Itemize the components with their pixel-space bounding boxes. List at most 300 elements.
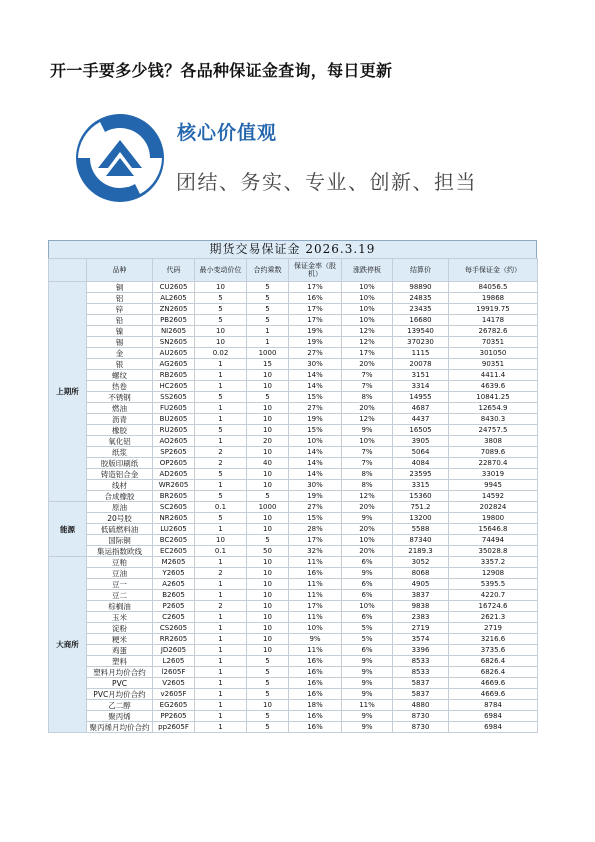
settle-price-cell: 98890 <box>393 282 449 293</box>
contract-code-cell: A2605 <box>153 579 195 590</box>
margin-per-lot-cell: 2719 <box>449 623 538 634</box>
product-name-cell: 热卷 <box>87 381 153 392</box>
settle-price-cell: 13200 <box>393 513 449 524</box>
price-limit-cell: 6% <box>342 590 393 601</box>
contract-code-cell: SC2605 <box>153 502 195 513</box>
contract-code-cell: EC2605 <box>153 546 195 557</box>
price-limit-cell: 5% <box>342 634 393 645</box>
margin-rate-cell: 14% <box>289 469 342 480</box>
margin-rate-cell: 11% <box>289 557 342 568</box>
margin-per-lot-cell: 4639.6 <box>449 381 538 392</box>
contract-code-cell: ZN2605 <box>153 304 195 315</box>
min-tick-cell: 1 <box>195 689 247 700</box>
table-row <box>49 381 538 392</box>
header-cell-7: 结算价 <box>393 259 449 282</box>
product-name-cell: 原油 <box>87 502 153 513</box>
multiplier-cell: 10 <box>247 447 289 458</box>
margin-per-lot-cell: 2621.3 <box>449 612 538 623</box>
contract-code-cell: PB2605 <box>153 315 195 326</box>
margin-per-lot-cell: 70351 <box>449 337 538 348</box>
page-title: 开一手要多少钱？各品种保证金查询，每日更新 <box>50 61 393 80</box>
margin-rate-cell: 11% <box>289 612 342 623</box>
price-limit-cell: 6% <box>342 612 393 623</box>
settle-price-cell: 16505 <box>393 425 449 436</box>
margin-per-lot-cell: 8430.3 <box>449 414 538 425</box>
price-limit-cell: 7% <box>342 458 393 469</box>
margin-per-lot-cell: 6826.4 <box>449 656 538 667</box>
min-tick-cell: 1 <box>195 579 247 590</box>
contract-code-cell: v2605F <box>153 689 195 700</box>
table-row <box>49 491 538 502</box>
margin-rate-cell: 16% <box>289 722 342 733</box>
margin-per-lot-cell: 84056.5 <box>449 282 538 293</box>
settle-price-cell: 4687 <box>393 403 449 414</box>
margin-per-lot-cell: 8784 <box>449 700 538 711</box>
settle-price-cell: 2189.3 <box>393 546 449 557</box>
price-limit-cell: 6% <box>342 557 393 568</box>
margin-rate-cell: 19% <box>289 414 342 425</box>
product-name-cell: 沥青 <box>87 414 153 425</box>
min-tick-cell: 0.02 <box>195 348 247 359</box>
price-limit-cell: 20% <box>342 524 393 535</box>
product-name-cell: 国际铜 <box>87 535 153 546</box>
settle-price-cell: 8730 <box>393 711 449 722</box>
product-name-cell: PVC <box>87 678 153 689</box>
price-limit-cell: 6% <box>342 645 393 656</box>
contract-code-cell: BR2605 <box>153 491 195 502</box>
multiplier-cell: 1 <box>247 337 289 348</box>
margin-rate-cell: 19% <box>289 491 342 502</box>
multiplier-cell: 10 <box>247 381 289 392</box>
settle-price-cell: 5588 <box>393 524 449 535</box>
min-tick-cell: 1 <box>195 722 247 733</box>
margin-rate-cell: 28% <box>289 524 342 535</box>
product-name-cell: 胶版印刷纸 <box>87 458 153 469</box>
header-cell-3: 最小变动价位 <box>195 259 247 282</box>
margin-rate-cell: 17% <box>289 315 342 326</box>
margin-table <box>48 258 538 733</box>
margin-per-lot-cell: 35028.8 <box>449 546 538 557</box>
product-name-cell: 20号胶 <box>87 513 153 524</box>
settle-price-cell: 8730 <box>393 722 449 733</box>
product-name-cell: 不锈钢 <box>87 392 153 403</box>
contract-code-cell: M2605 <box>153 557 195 568</box>
settle-price-cell: 3574 <box>393 634 449 645</box>
min-tick-cell: 1 <box>195 414 247 425</box>
price-limit-cell: 7% <box>342 447 393 458</box>
min-tick-cell: 1 <box>195 436 247 447</box>
min-tick-cell: 2 <box>195 601 247 612</box>
exchange-label: 大商所 <box>49 557 87 733</box>
table-row <box>49 623 538 634</box>
contract-code-cell: V2605 <box>153 678 195 689</box>
margin-per-lot-cell: 5395.5 <box>449 579 538 590</box>
margin-per-lot-cell: 24757.5 <box>449 425 538 436</box>
multiplier-cell: 5 <box>247 392 289 403</box>
multiplier-cell: 10 <box>247 623 289 634</box>
margin-rate-cell: 15% <box>289 392 342 403</box>
product-name-cell: 银 <box>87 359 153 370</box>
table-row <box>49 634 538 645</box>
settle-price-cell: 3396 <box>393 645 449 656</box>
min-tick-cell: 1 <box>195 667 247 678</box>
min-tick-cell: 0.1 <box>195 502 247 513</box>
margin-per-lot-cell: 3808 <box>449 436 538 447</box>
settle-price-cell: 751.2 <box>393 502 449 513</box>
margin-per-lot-cell: 74494 <box>449 535 538 546</box>
contract-code-cell: NI2605 <box>153 326 195 337</box>
margin-per-lot-cell: 14592 <box>449 491 538 502</box>
table-row <box>49 304 538 315</box>
min-tick-cell: 1 <box>195 381 247 392</box>
min-tick-cell: 1 <box>195 656 247 667</box>
table-row <box>49 436 538 447</box>
product-name-cell: 塑料 <box>87 656 153 667</box>
settle-price-cell: 4880 <box>393 700 449 711</box>
product-name-cell: 棕榈油 <box>87 601 153 612</box>
multiplier-cell: 50 <box>247 546 289 557</box>
table-row <box>49 568 538 579</box>
multiplier-cell: 10 <box>247 590 289 601</box>
margin-per-lot-cell: 19868 <box>449 293 538 304</box>
contract-code-cell: l2605F <box>153 667 195 678</box>
contract-code-cell: NR2605 <box>153 513 195 524</box>
margin-rate-cell: 11% <box>289 645 342 656</box>
product-name-cell: 豆一 <box>87 579 153 590</box>
contract-code-cell: CS2605 <box>153 623 195 634</box>
multiplier-cell: 10 <box>247 425 289 436</box>
min-tick-cell: 1 <box>195 480 247 491</box>
contract-code-cell: HC2605 <box>153 381 195 392</box>
slogan-heading: 核心价值观 <box>177 122 278 144</box>
margin-rate-cell: 10% <box>289 623 342 634</box>
price-limit-cell: 12% <box>342 337 393 348</box>
margin-rate-cell: 15% <box>289 513 342 524</box>
contract-code-cell: C2605 <box>153 612 195 623</box>
multiplier-cell: 10 <box>247 645 289 656</box>
motto-text: 团结、务实、专业、创新、担当 <box>176 170 477 194</box>
contract-code-cell: AG2605 <box>153 359 195 370</box>
product-name-cell: PVC月均价合约 <box>87 689 153 700</box>
price-limit-cell: 7% <box>342 370 393 381</box>
table-row <box>49 326 538 337</box>
margin-per-lot-cell: 4220.7 <box>449 590 538 601</box>
table-row <box>49 689 538 700</box>
margin-per-lot-cell: 33019 <box>449 469 538 480</box>
header-cell-6: 涨跌停板 <box>342 259 393 282</box>
exchange-label: 能源 <box>49 502 87 557</box>
product-name-cell: 镍 <box>87 326 153 337</box>
settle-price-cell: 87340 <box>393 535 449 546</box>
price-limit-cell: 10% <box>342 436 393 447</box>
price-limit-cell: 12% <box>342 326 393 337</box>
table-caption: 期货交易保证金 2026.3.19 <box>48 240 537 258</box>
exchange-label: 上期所 <box>49 282 87 502</box>
product-name-cell: 线材 <box>87 480 153 491</box>
contract-code-cell: BU2605 <box>153 414 195 425</box>
multiplier-cell: 1000 <box>247 348 289 359</box>
settle-price-cell: 15360 <box>393 491 449 502</box>
product-name-cell: 铝 <box>87 293 153 304</box>
min-tick-cell: 5 <box>195 392 247 403</box>
margin-rate-cell: 17% <box>289 282 342 293</box>
contract-code-cell: LU2605 <box>153 524 195 535</box>
min-tick-cell: 10 <box>195 337 247 348</box>
product-name-cell: 纸浆 <box>87 447 153 458</box>
product-name-cell: 豆油 <box>87 568 153 579</box>
multiplier-cell: 10 <box>247 370 289 381</box>
table-row <box>49 480 538 491</box>
price-limit-cell: 5% <box>342 623 393 634</box>
price-limit-cell: 20% <box>342 502 393 513</box>
margin-rate-cell: 27% <box>289 502 342 513</box>
multiplier-cell: 10 <box>247 700 289 711</box>
multiplier-cell: 5 <box>247 667 289 678</box>
price-limit-cell: 10% <box>342 601 393 612</box>
settle-price-cell: 5064 <box>393 447 449 458</box>
price-limit-cell: 9% <box>342 678 393 689</box>
table-row <box>49 513 538 524</box>
multiplier-cell: 10 <box>247 414 289 425</box>
product-name-cell: 乙二醇 <box>87 700 153 711</box>
product-name-cell: 合成橡胶 <box>87 491 153 502</box>
product-name-cell: 金 <box>87 348 153 359</box>
margin-per-lot-cell: 12654.9 <box>449 403 538 414</box>
multiplier-cell: 40 <box>247 458 289 469</box>
margin-rate-cell: 18% <box>289 700 342 711</box>
margin-per-lot-cell: 3357.2 <box>449 557 538 568</box>
margin-rate-cell: 16% <box>289 711 342 722</box>
settle-price-cell: 3052 <box>393 557 449 568</box>
margin-rate-cell: 19% <box>289 337 342 348</box>
product-name-cell: 锡 <box>87 337 153 348</box>
multiplier-cell: 5 <box>247 304 289 315</box>
settle-price-cell: 9838 <box>393 601 449 612</box>
product-name-cell: 塑料月均价合约 <box>87 667 153 678</box>
price-limit-cell: 7% <box>342 381 393 392</box>
margin-rate-cell: 16% <box>289 667 342 678</box>
contract-code-cell: AO2605 <box>153 436 195 447</box>
min-tick-cell: 1 <box>195 623 247 634</box>
table-row <box>49 293 538 304</box>
table-header-row <box>49 259 538 282</box>
settle-price-cell: 5837 <box>393 689 449 700</box>
product-name-cell: 螺纹 <box>87 370 153 381</box>
multiplier-cell: 5 <box>247 535 289 546</box>
margin-rate-cell: 17% <box>289 535 342 546</box>
multiplier-cell: 10 <box>247 634 289 645</box>
price-limit-cell: 17% <box>342 348 393 359</box>
margin-per-lot-cell: 6984 <box>449 722 538 733</box>
product-name-cell: 豆二 <box>87 590 153 601</box>
contract-code-cell: RB2605 <box>153 370 195 381</box>
price-limit-cell: 12% <box>342 414 393 425</box>
margin-per-lot-cell: 4669.6 <box>449 678 538 689</box>
header-cell-8: 每手保证金（约） <box>449 259 538 282</box>
product-name-cell: 聚丙烯月均价合约 <box>87 722 153 733</box>
margin-rate-cell: 17% <box>289 601 342 612</box>
multiplier-cell: 10 <box>247 403 289 414</box>
settle-price-cell: 139540 <box>393 326 449 337</box>
price-limit-cell: 20% <box>342 359 393 370</box>
settle-price-cell: 3314 <box>393 381 449 392</box>
table-row <box>49 700 538 711</box>
margin-rate-cell: 10% <box>289 436 342 447</box>
min-tick-cell: 10 <box>195 326 247 337</box>
min-tick-cell: 1 <box>195 370 247 381</box>
settle-price-cell: 8533 <box>393 656 449 667</box>
settle-price-cell: 20078 <box>393 359 449 370</box>
contract-code-cell: FU2605 <box>153 403 195 414</box>
price-limit-cell: 9% <box>342 568 393 579</box>
price-limit-cell: 9% <box>342 689 393 700</box>
min-tick-cell: 2 <box>195 568 247 579</box>
margin-rate-cell: 9% <box>289 634 342 645</box>
price-limit-cell: 12% <box>342 491 393 502</box>
contract-code-cell: RU2605 <box>153 425 195 436</box>
margin-per-lot-cell: 16724.6 <box>449 601 538 612</box>
price-limit-cell: 20% <box>342 546 393 557</box>
margin-rate-cell: 27% <box>289 348 342 359</box>
price-limit-cell: 9% <box>342 425 393 436</box>
settle-price-cell: 23435 <box>393 304 449 315</box>
margin-per-lot-cell: 90351 <box>449 359 538 370</box>
product-name-cell: 铜 <box>87 282 153 293</box>
min-tick-cell: 1 <box>195 590 247 601</box>
margin-rate-cell: 30% <box>289 359 342 370</box>
min-tick-cell: 1 <box>195 524 247 535</box>
contract-code-cell: SS2605 <box>153 392 195 403</box>
price-limit-cell: 8% <box>342 480 393 491</box>
margin-per-lot-cell: 6826.4 <box>449 667 538 678</box>
header-cell-4: 合约乘数 <box>247 259 289 282</box>
table-row <box>49 348 538 359</box>
contract-code-cell: P2605 <box>153 601 195 612</box>
table-row <box>49 656 538 667</box>
table-row <box>49 359 538 370</box>
min-tick-cell: 5 <box>195 469 247 480</box>
company-logo-icon <box>72 110 168 206</box>
min-tick-cell: 5 <box>195 513 247 524</box>
margin-rate-cell: 15% <box>289 425 342 436</box>
multiplier-cell: 10 <box>247 568 289 579</box>
table-body <box>49 282 538 733</box>
min-tick-cell: 2 <box>195 447 247 458</box>
min-tick-cell: 1 <box>195 700 247 711</box>
product-name-cell: 鸡蛋 <box>87 645 153 656</box>
table-row <box>49 425 538 436</box>
multiplier-cell: 5 <box>247 656 289 667</box>
settle-price-cell: 3905 <box>393 436 449 447</box>
price-limit-cell: 9% <box>342 722 393 733</box>
min-tick-cell: 1 <box>195 678 247 689</box>
multiplier-cell: 5 <box>247 689 289 700</box>
settle-price-cell: 2383 <box>393 612 449 623</box>
margin-rate-cell: 14% <box>289 458 342 469</box>
margin-rate-cell: 16% <box>289 678 342 689</box>
margin-rate-cell: 11% <box>289 579 342 590</box>
table-row <box>49 447 538 458</box>
min-tick-cell: 1 <box>195 612 247 623</box>
settle-price-cell: 14955 <box>393 392 449 403</box>
table-row <box>49 612 538 623</box>
settle-price-cell: 16680 <box>393 315 449 326</box>
min-tick-cell: 1 <box>195 557 247 568</box>
margin-rate-cell: 16% <box>289 293 342 304</box>
margin-rate-cell: 17% <box>289 304 342 315</box>
margin-per-lot-cell: 4669.6 <box>449 689 538 700</box>
multiplier-cell: 10 <box>247 557 289 568</box>
contract-code-cell: SP2605 <box>153 447 195 458</box>
table-row <box>49 557 538 568</box>
product-name-cell: 玉米 <box>87 612 153 623</box>
price-limit-cell: 10% <box>342 293 393 304</box>
multiplier-cell: 10 <box>247 579 289 590</box>
settle-price-cell: 4905 <box>393 579 449 590</box>
margin-per-lot-cell: 22870.4 <box>449 458 538 469</box>
table-row <box>49 502 538 513</box>
margin-rate-cell: 14% <box>289 381 342 392</box>
product-name-cell: 氧化铝 <box>87 436 153 447</box>
table-row <box>49 282 538 293</box>
multiplier-cell: 20 <box>247 436 289 447</box>
price-limit-cell: 10% <box>342 304 393 315</box>
margin-per-lot-cell: 301050 <box>449 348 538 359</box>
min-tick-cell: 10 <box>195 535 247 546</box>
margin-per-lot-cell: 3216.6 <box>449 634 538 645</box>
table-row <box>49 667 538 678</box>
min-tick-cell: 5 <box>195 491 247 502</box>
min-tick-cell: 0.1 <box>195 546 247 557</box>
min-tick-cell: 1 <box>195 645 247 656</box>
margin-rate-cell: 30% <box>289 480 342 491</box>
margin-per-lot-cell: 3735.6 <box>449 645 538 656</box>
product-name-cell: 豆粕 <box>87 557 153 568</box>
product-name-cell: 燃油 <box>87 403 153 414</box>
table-row <box>49 458 538 469</box>
contract-code-cell: AD2605 <box>153 469 195 480</box>
settle-price-cell: 23595 <box>393 469 449 480</box>
margin-per-lot-cell: 4411.4 <box>449 370 538 381</box>
settle-price-cell: 3315 <box>393 480 449 491</box>
price-limit-cell: 9% <box>342 513 393 524</box>
contract-code-cell: B2605 <box>153 590 195 601</box>
multiplier-cell: 10 <box>247 524 289 535</box>
contract-code-cell: RR2605 <box>153 634 195 645</box>
multiplier-cell: 1 <box>247 326 289 337</box>
settle-price-cell: 8068 <box>393 568 449 579</box>
table-row <box>49 579 538 590</box>
table-row <box>49 722 538 733</box>
product-name-cell: 粳米 <box>87 634 153 645</box>
table-row <box>49 524 538 535</box>
min-tick-cell: 5 <box>195 315 247 326</box>
product-name-cell: 锌 <box>87 304 153 315</box>
contract-code-cell: pp2605F <box>153 722 195 733</box>
header-cell-1: 品种 <box>87 259 153 282</box>
multiplier-cell: 5 <box>247 491 289 502</box>
min-tick-cell: 5 <box>195 304 247 315</box>
margin-per-lot-cell: 12908 <box>449 568 538 579</box>
settle-price-cell: 24835 <box>393 293 449 304</box>
contract-code-cell: L2605 <box>153 656 195 667</box>
multiplier-cell: 10 <box>247 480 289 491</box>
margin-per-lot-cell: 7089.6 <box>449 447 538 458</box>
product-name-cell: 低硫燃料油 <box>87 524 153 535</box>
settle-price-cell: 4437 <box>393 414 449 425</box>
contract-code-cell: AL2605 <box>153 293 195 304</box>
price-limit-cell: 8% <box>342 392 393 403</box>
